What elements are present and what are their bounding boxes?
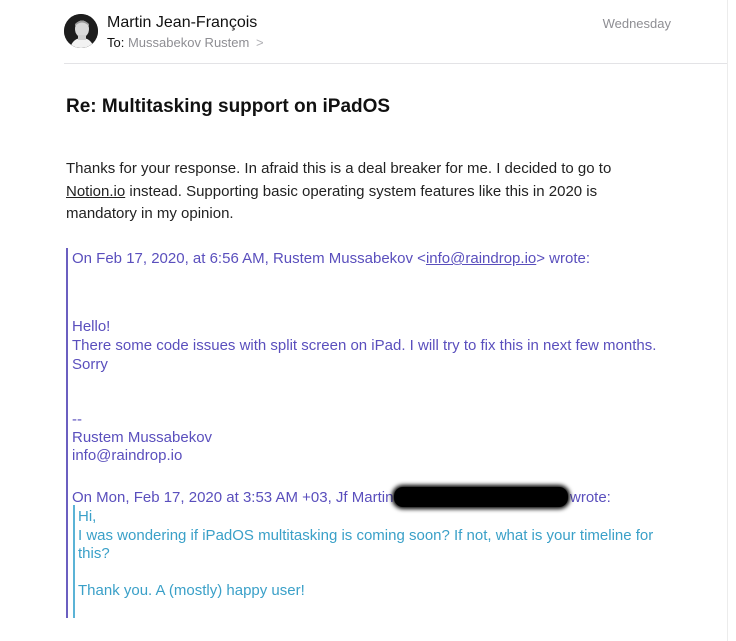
- email-subject: Re: Multitasking support on iPadOS: [66, 96, 391, 117]
- quote-hello: Hello!: [72, 318, 111, 335]
- message-date: Wednesday: [602, 16, 671, 31]
- nested-line-2: this?: [78, 545, 110, 562]
- body-line-1: Thanks for your response. In afraid this is a deal breaker for me. I decided to go to: [66, 160, 612, 177]
- body-line-2: [66, 181, 666, 204]
- nested-thanks: Thank you. A (mostly) happy user!: [78, 582, 305, 599]
- nested-line-1: I was wondering if iPadOS multitasking is coming soon? If not, what is your timeline for: [78, 527, 654, 544]
- avatar[interactable]: [64, 14, 98, 48]
- recipient-line[interactable]: [107, 35, 264, 50]
- nested-attribution: On Mon, Feb 17, 2020 at 3:53 AM +03, Jf Martin: [72, 489, 394, 506]
- signature-separator: --: [72, 411, 82, 428]
- notion-link[interactable]: Notion.io: [66, 182, 126, 200]
- body-line-2-text: instead. Supporting basic operating system features like this in 2020 is: [125, 182, 598, 200]
- signature-name: Rustem Mussabekov: [72, 429, 213, 446]
- nested-hi: Hi,: [78, 508, 97, 525]
- sender-name[interactable]: Martin Jean-François: [107, 14, 258, 31]
- message-body: [66, 158, 666, 226]
- header-divider: [64, 63, 727, 64]
- nested-quote: [73, 505, 675, 618]
- nested-wrote: wrote:: [570, 489, 611, 506]
- signature-email-link[interactable]: info@raindrop.io: [72, 447, 183, 464]
- to-label: To:: [107, 35, 125, 50]
- redacted-email: [394, 487, 568, 507]
- quote-sorry: Sorry: [72, 356, 108, 373]
- attribution-prefix: On Feb 17, 2020, at 6:56 AM, Rustem Mussabekov <: [72, 250, 426, 267]
- attribution-suffix: > wrote:: [536, 250, 591, 267]
- attribution-email-link[interactable]: info@raindrop.io: [425, 250, 537, 267]
- recipient-name[interactable]: Mussabekov Rustem: [127, 35, 250, 50]
- quote-attribution: [72, 250, 590, 267]
- avatar-photo-icon: [64, 14, 98, 48]
- body-line-3: mandatory in my opinion.: [66, 205, 234, 222]
- chevron-right-icon[interactable]: >: [255, 35, 264, 50]
- quote-message: There some code issues with split screen on iPad. I will try to fix this in next few months.: [72, 337, 657, 354]
